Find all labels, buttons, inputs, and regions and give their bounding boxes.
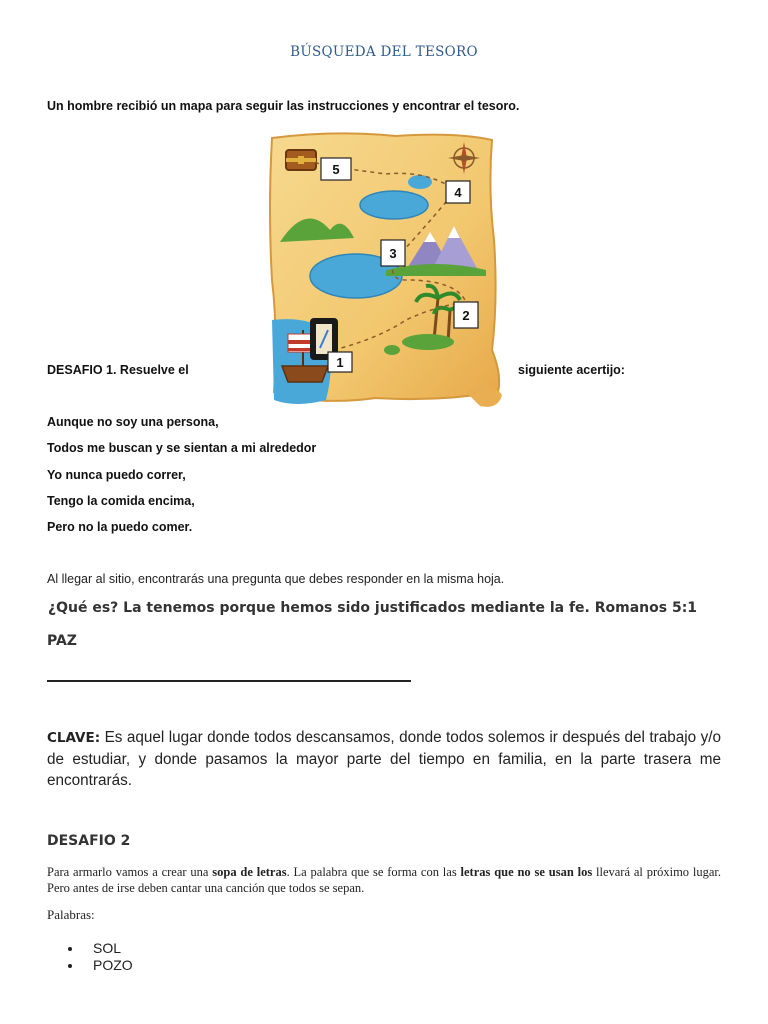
treasure-map-image [266, 130, 506, 415]
riddle [47, 414, 316, 545]
clave-label: CLAVE: [47, 730, 101, 746]
svg-text:3: 3 [389, 246, 397, 261]
map-marker-5 [321, 158, 351, 180]
map-marker-1 [328, 352, 352, 372]
instr-part: llevará al próximo lugar. Pero antes de irse deben cantar una canción que todos se sepan. [47, 865, 721, 895]
riddle-line: Tengo la comida encima, [47, 493, 195, 508]
map-marker-4 [446, 181, 470, 203]
words-label: Palabras: [47, 907, 95, 922]
desafio1-heading-end: siguiente acertijo: [518, 363, 625, 377]
page-title: BÚSQUEDA DEL TESORO [290, 44, 478, 60]
riddle-line: Yo nunca puedo correr, [47, 467, 186, 482]
list-item: POZO [68, 957, 133, 974]
instr-part: Para armarlo vamos a crear una [47, 865, 213, 879]
svg-text:1: 1 [336, 355, 344, 370]
instruction-note: Al llegar al sitio, encontrarás una pregunta que debes responder en la misma hoja. [47, 572, 505, 586]
riddle-line: Aunque no soy una persona, [47, 415, 219, 429]
intro-text: Un hombre recibió un mapa para seguir las instrucciones y encontrar el tesoro. [47, 99, 520, 113]
svg-text:2: 2 [462, 308, 470, 323]
answer: PAZ [47, 633, 77, 649]
instr-bold: letras que no se usan los [460, 865, 593, 879]
map-marker-2 [454, 302, 478, 328]
desafio2-instructions [47, 864, 721, 896]
word-list [68, 940, 133, 974]
desafio2-heading: DESAFIO 2 [47, 833, 131, 849]
answer-line [47, 680, 411, 682]
instr-part: . La palabra que se forma con las [286, 865, 461, 879]
svg-text:5: 5 [332, 162, 340, 177]
list-item: SOL [68, 940, 133, 957]
riddle-line: Pero no la puedo comer. [47, 520, 193, 535]
instr-bold: sopa de letras [212, 865, 287, 879]
clave-paragraph [47, 727, 721, 791]
question: ¿Qué es? La tenemos porque hemos sido justificados mediante la fe. Romanos 5:1 [48, 600, 698, 616]
svg-text:4: 4 [454, 185, 462, 200]
map-marker-3 [381, 240, 405, 266]
desafio1-heading-start: DESAFIO 1. Resuelve el [47, 363, 189, 377]
clave-text: Es aquel lugar donde todos descansamos, donde todos solemos ir después del trabajo y/o de estudiar, y donde pasamos la mayor parte del tiempo en familia, en la parte trasera me encontrarás. [47, 729, 721, 789]
riddle-line: Todos me buscan y se sientan a mi alrededor [47, 441, 317, 456]
